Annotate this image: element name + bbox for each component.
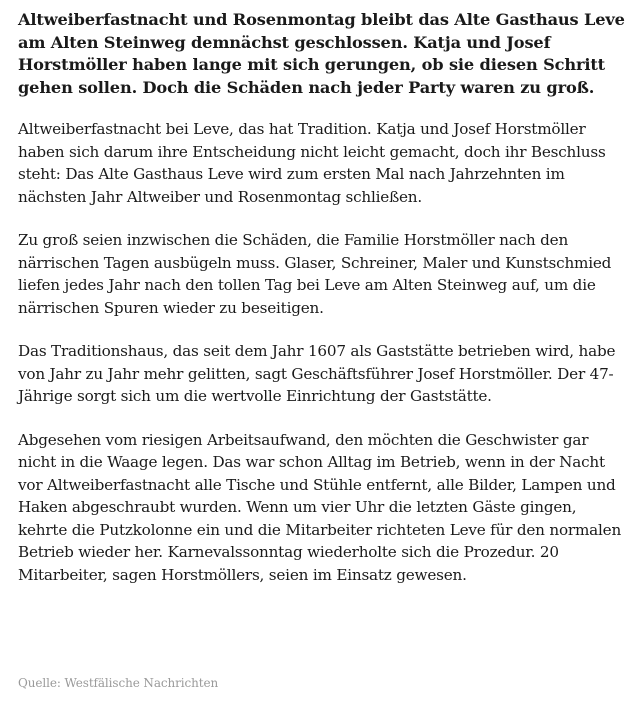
article-body [18, 9, 630, 607]
article-paragraph: Altweiberfastnacht bei Leve, das hat Tradition. Katja und Josef Horstmöller haben sich darum ihre Entscheidung nicht leicht gemacht, doch ihr Beschluss steht: Das Alte Gasthaus Leve wird zum ersten Mal nach Jahrzehnten im nächsten Jahr Altweiber und Rosenmontag schließen. [18, 120, 606, 206]
article-paragraph: Abgesehen vom riesigen Arbeitsaufwand, den möchten die Geschwister gar nicht in die Waage legen. Das war schon Alltag im Betrieb, wenn in der Nacht vor Altweiberfastnacht alle Tische und Stühle entfernt, alle Bilder, Lampen und Haken abgeschraubt wurden. Wenn um vier Uhr die letzten Gäste gingen, kehrte die Putzkolonne ein und die Mitarbeiter richteten Leve für den normalen Betrieb wieder her. Karnevalssonntag wiederholte sich die Prozedur. 20 Mitarbeiter, sagen Horstmöllers, seien im Einsatz gewesen. [18, 430, 622, 584]
article-lead: Altweiberfastnacht und Rosenmontag bleibt das Alte Gasthaus Leve am Alten Steinweg demnächst geschlossen. Katja und Josef Horstmöller haben lange mit sich gerungen, ob sie diesen Schritt gehen sollen. Doch die Schäden nach jeder Party waren zu groß. [18, 10, 625, 97]
article-paragraph: Das Traditionshaus, das seit dem Jahr 1607 als Gaststätte betrieben wird, habe von Jahr zu Jahr mehr gelitten, sagt Geschäftsführer Josef Horstmöller. Der 47-Jährige sorgt sich um die wertvolle Einrichtung der Gaststätte. [18, 342, 616, 405]
article-source: Quelle: Westfälische Nachrichten [18, 676, 219, 690]
article-paragraph: Zu groß seien inzwischen die Schäden, die Familie Horstmöller nach den närrischen Tagen ausbügeln muss. Glaser, Schreiner, Maler und Kunstschmied liefen jedes Jahr nach den tollen Tag bei Leve am Alten Steinweg auf, um die närrischen Spuren wieder zu beseitigen. [18, 231, 612, 317]
